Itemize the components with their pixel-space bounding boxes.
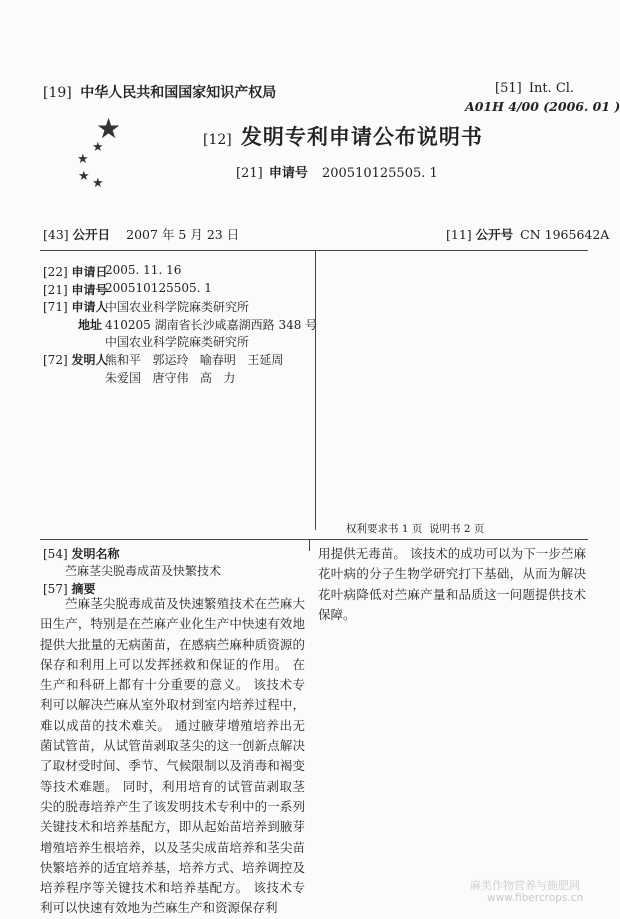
- middle-rule: [40, 539, 588, 540]
- pub-date-code: [43]: [43, 227, 69, 242]
- appno-row: [43, 281, 212, 298]
- small-star-icon: ★: [92, 176, 104, 191]
- inventor-label: 发明人: [71, 353, 108, 367]
- class-code: [51]: [495, 81, 522, 96]
- applicant-value: 中国农业科学院麻类研究所: [105, 300, 250, 314]
- applicant-row: [43, 298, 250, 315]
- office-name: 中华人民共和国国家知识产权局: [80, 85, 277, 101]
- abstract-text-left: 苎麻茎尖脱毒成苗及快速繁殖技术在苎麻大田生产，特别是在苎麻产业化生产中快速有效地提供大批量的无病菌苗，在感病苎麻种质资源的保存和利用上可以发挥拯救和保证的作用。 在生产和科研上都有十分重要的意义。 该技术专利可以解决苎麻从室外取材到室内培养过程中，难以成苗的技术难关。 通过腋芽增殖培养出无菌试管苗，从试管苗剥取茎尖的这一创新点解决了取材受时间、季节、气候限制以及消毒和褐变等技术难题。 同时，利用培育的试管苗剥取茎尖的脱毒培养产生了该发明技术专利中的一系列关键技术和培养基配方，即从起始苗培养到腋芽增殖培养生根培养，以及茎尖成苗培养和茎尖苗快繁培养的适宜培养基，培养方式、培养调控及培养程序等关键技术和培养基配方。 该技术专利可以快速有效地为苎麻生产和资源保存利: [40, 596, 305, 916]
- appno-code: [21]: [43, 283, 68, 297]
- doc-type-code: [12]: [203, 132, 232, 148]
- abstract-label: 摘要: [71, 582, 96, 596]
- filing-code: [22]: [43, 265, 68, 279]
- inventor-row: [43, 351, 284, 368]
- pages-note: 权利要求书 1 页 说明书 2 页: [346, 523, 485, 535]
- inventors-line1: 熊和平 郭运玲 喻春明 王延周: [105, 353, 284, 367]
- applicant-label: 申请人: [71, 300, 108, 314]
- ipc-classification: A01H 4/00 (2006. 01 ): [465, 99, 620, 114]
- pub-no-code: [11]: [446, 227, 472, 242]
- pub-no-label: 公开号: [475, 227, 514, 242]
- column-divider-upper: [315, 250, 316, 530]
- publication-date-line: [43, 225, 239, 243]
- small-star-icon: ★: [92, 140, 104, 155]
- watermark-title: 麻类作物营养与施肥网: [470, 879, 580, 892]
- address-line1: 410205 湖南省长沙咸嘉湖西路 348 号: [105, 318, 318, 332]
- invention-title: 苎麻茎尖脱毒成苗及快繁技术: [65, 564, 222, 578]
- pub-date-label: 公开日: [72, 227, 111, 242]
- small-star-icon: ★: [77, 152, 89, 167]
- office-code: [19]: [43, 85, 72, 101]
- document-type: [203, 121, 483, 151]
- five-stars-icon: [70, 112, 130, 192]
- inventors-line2: 朱爱国 唐守伟 高 力: [105, 371, 236, 385]
- watermark-url: www.fibercrops.cn: [487, 892, 584, 904]
- app-no-value: 200510125505. 1: [321, 166, 438, 181]
- address-label: 地址: [78, 318, 103, 332]
- class-label: Int. Cl.: [528, 81, 575, 96]
- title-code: [54]: [43, 547, 68, 561]
- filing-date-row: [43, 263, 182, 280]
- appno-value: 200510125505. 1: [105, 281, 212, 295]
- class-line: [495, 81, 574, 96]
- title-label: 发明名称: [71, 547, 120, 561]
- office-line: [43, 82, 276, 102]
- small-star-icon: ★: [78, 169, 90, 184]
- large-star-icon: ★: [96, 112, 122, 145]
- appno-label: 申请号: [71, 283, 108, 297]
- pub-no-value: CN 1965642A: [520, 227, 610, 242]
- applicant-code: [71]: [43, 300, 68, 314]
- column-divider-lower: [309, 539, 310, 551]
- abstract-text-right: 用提供无毒苗。 该技术的成功可以为下一步苎麻花叶病的分子生物学研究打下基础，从而为解决花叶病降低对苎麻产量和品质这一问题提供技术保障。: [318, 546, 586, 622]
- app-no-code: [21]: [236, 166, 263, 181]
- filing-date: 2005. 11. 16: [105, 263, 182, 277]
- doc-type-title: 发明专利申请公布说明书: [240, 124, 483, 149]
- invention-title-row: [43, 545, 119, 562]
- app-no-label: 申请号: [268, 166, 308, 181]
- top-rule: [40, 250, 588, 251]
- application-number-line: [236, 162, 438, 181]
- inventor-code: [72]: [43, 353, 68, 367]
- pub-date-value: 2007 年 5 月 23 日: [126, 227, 240, 242]
- filing-label: 申请日: [71, 265, 108, 279]
- abstract-code: [57]: [43, 582, 68, 596]
- publication-number-line: [446, 225, 609, 243]
- address-line2: 中国农业科学院麻类研究所: [105, 335, 250, 349]
